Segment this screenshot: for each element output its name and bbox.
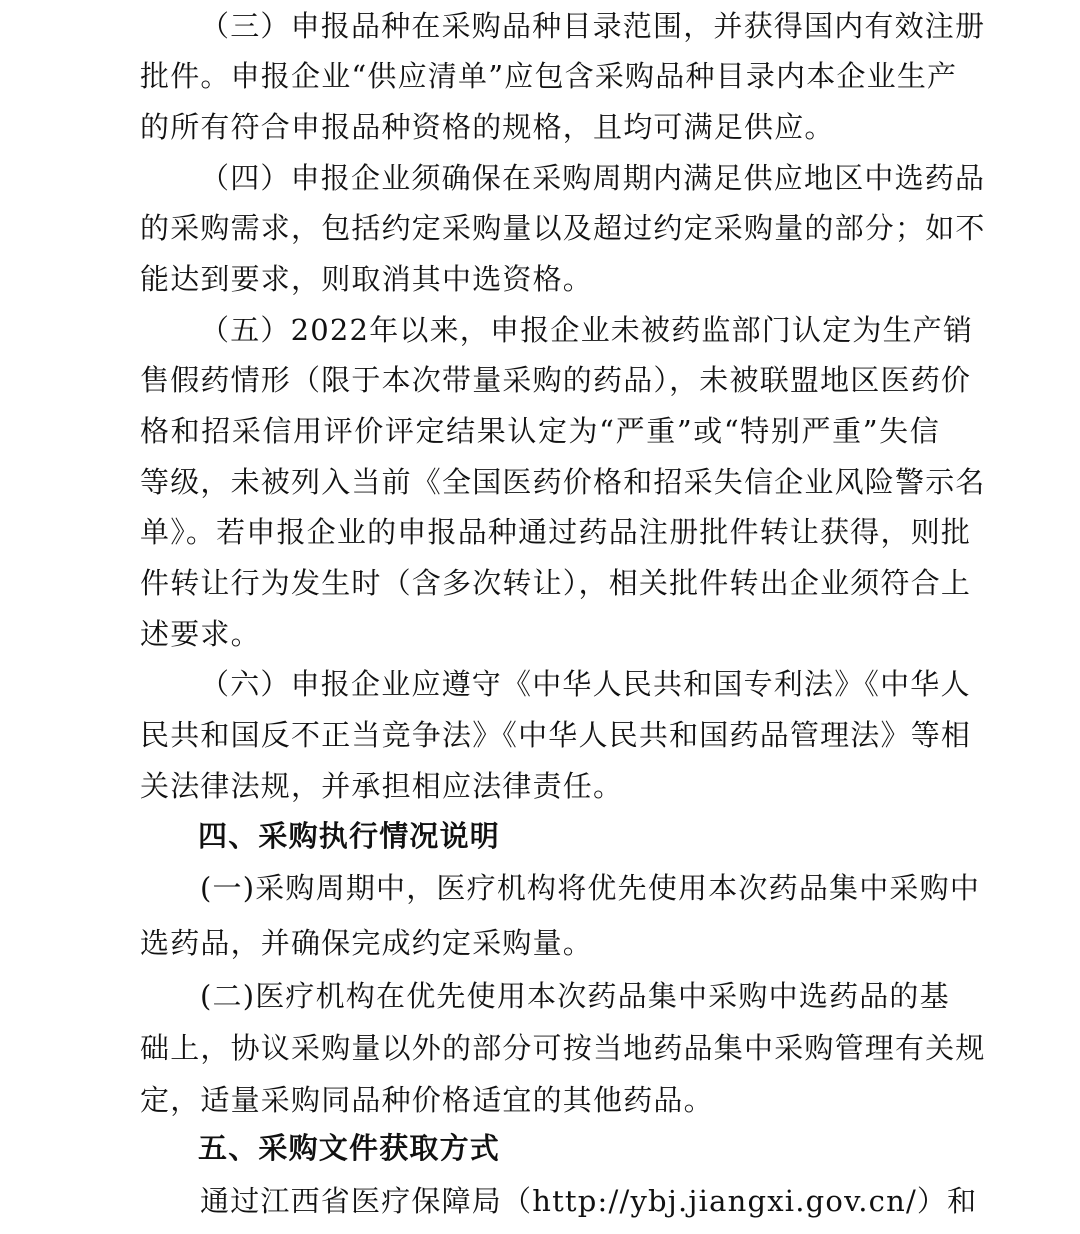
- section-5-heading: 五、采购文件获取方式: [198, 1131, 501, 1165]
- paragraph-5-line-3: 格和招采信用评价评定结果认定为“严重”或“特别严重”失信: [140, 414, 940, 448]
- section-5-line-1: 通过江西省医疗保障局（http://ybj.jiangxi.gov.cn/）和: [200, 1184, 978, 1218]
- paragraph-5-line-4: 等级，未被列入当前《全国医药价格和招采失信企业风险警示名: [140, 465, 986, 499]
- section-4-item-2-line-1: (二)医疗机构在优先使用本次药品集中采购中选药品的基: [200, 979, 950, 1013]
- paragraph-6-line-2: 民共和国反不正当竞争法》《中华人民共和国药品管理法》等相: [140, 718, 972, 752]
- section-4-item-1-line-1: (一)采购周期中，医疗机构将优先使用本次药品集中采购中: [200, 871, 981, 905]
- paragraph-6-line-1: （六）申报企业应遵守《中华人民共和国专利法》《中华人: [200, 667, 971, 701]
- paragraph-5-line-7: 述要求。: [140, 617, 261, 651]
- paragraph-3-line-2: 批件。申报企业“供应清单”应包含采购品种目录内本企业生产: [140, 59, 958, 93]
- section-4-item-2-line-2: 础上，协议采购量以外的部分可按当地药品集中采购管理有关规: [140, 1031, 986, 1065]
- paragraph-5-line-5: 单》。若申报企业的申报品种通过药品注册批件转让获得，则批: [140, 515, 972, 549]
- paragraph-3-line-1: （三）申报品种在采购品种目录范围，并获得国内有效注册: [200, 9, 986, 43]
- paragraph-3-line-3: 的所有符合申报品种资格的规格，且均可满足供应。: [140, 110, 835, 144]
- paragraph-6-line-3: 关法律法规，并承担相应法律责任。: [140, 769, 624, 803]
- section-4-item-2-line-3: 定，适量采购同品种价格适宜的其他药品。: [140, 1083, 714, 1117]
- section-4-item-1-line-2: 选药品，并确保完成约定采购量。: [140, 926, 594, 960]
- paragraph-5-line-2: 售假药情形（限于本次带量采购的药品），未被联盟地区医药价: [140, 363, 972, 397]
- paragraph-4-line-1: （四）申报企业须确保在采购周期内满足供应地区中选药品: [200, 161, 986, 195]
- paragraph-5-line-6: 件转让行为发生时（含多次转让），相关批件转出企业须符合上: [140, 566, 972, 600]
- paragraph-4-line-3: 能达到要求，则取消其中选资格。: [140, 262, 594, 296]
- document-page: [140, 0, 986, 1234]
- paragraph-4-line-2: 的采购需求，包括约定采购量以及超过约定采购量的部分；如不: [140, 211, 986, 245]
- section-4-heading: 四、采购执行情况说明: [198, 819, 501, 853]
- paragraph-5-line-1: （五）2022年以来，申报企业未被药监部门认定为生产销: [200, 313, 974, 347]
